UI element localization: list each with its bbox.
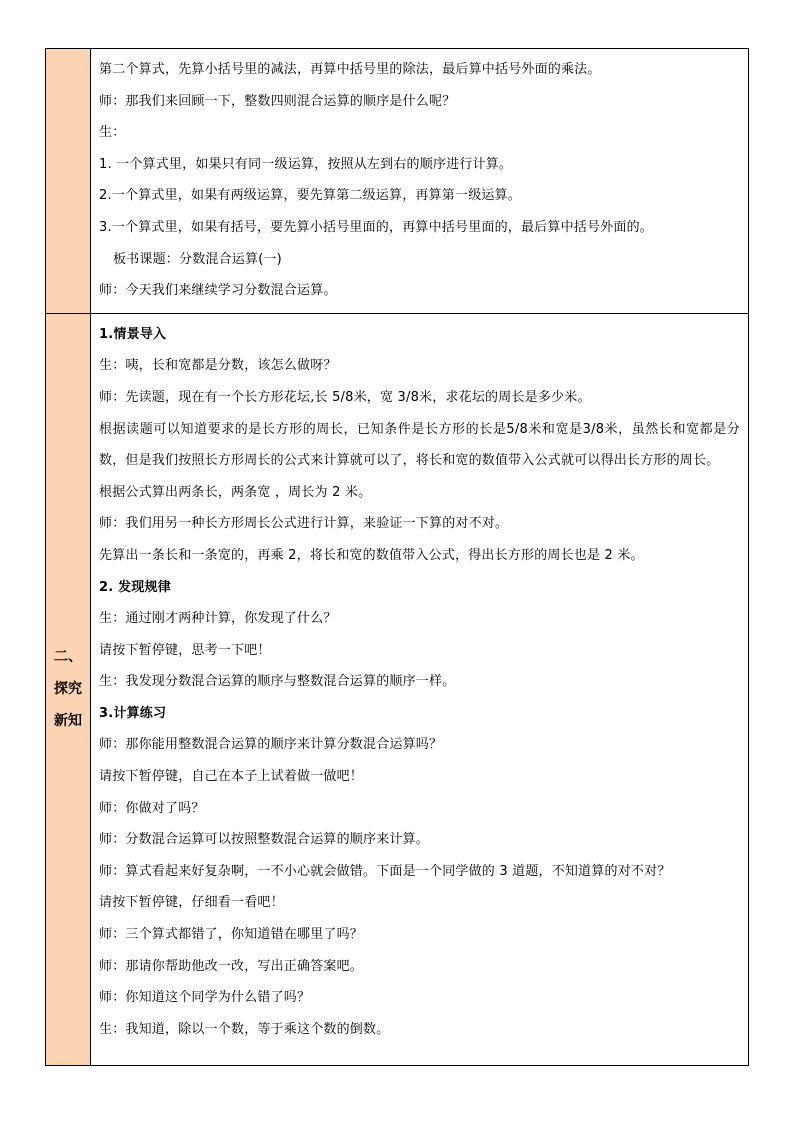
board-title-line: 板书课题：分数混合运算(一) xyxy=(113,251,282,267)
text-line: 第二个算式，先算小括号里的减法，再算中括号里的除法，最后算中括号外面的乘法。 xyxy=(99,62,601,77)
text-line: 请按下暂停键，思考一下吧！ xyxy=(99,642,271,658)
text-line: 生：我知道，除以一个数，等于乘这个数的倒数。 xyxy=(99,1021,390,1037)
section-heading: 1.情景导入 xyxy=(99,326,167,342)
text-line: 师：三个算式都错了，你知道错在哪里了吗？ xyxy=(99,927,364,943)
text-line: 根据公式算出两条长，两条宽 ，周长为 2 米。 xyxy=(99,484,372,500)
side-cell-explore xyxy=(46,313,91,1065)
text-line: 2.一个算式里，如果有两级运算，要先算第二级运算，再算第一级运算。 xyxy=(99,188,522,204)
section-label-part: 二、 xyxy=(54,649,82,666)
table-row xyxy=(46,49,749,314)
lesson-plan-table xyxy=(45,48,749,1066)
content-cell-explore xyxy=(91,313,749,1065)
section-heading: 2. 发现规律 xyxy=(99,579,171,595)
section-heading: 3.计算练习 xyxy=(99,705,167,721)
text-line: 师：算式看起来好复杂啊，一不小心就会做错。下面是一个同学做的 3 道题，不知道算的对不对？ xyxy=(99,863,671,879)
content-cell-review xyxy=(91,49,749,314)
text-line: 3.一个算式里，如果有括号，要先算小括号里面的，再算中括号里面的，最后算中括号外面的。 xyxy=(99,219,654,235)
text-line: 生：我发现分数混合运算的顺序与整数混合运算的顺序一样。 xyxy=(99,674,456,690)
section-label xyxy=(46,641,90,737)
text-line: 1. 一个算式里，如果只有同一级运算，按照从左到右的顺序进行计算。 xyxy=(99,156,513,172)
text-line: 请按下暂停键，仔细看一看吧！ xyxy=(99,895,284,911)
text-line: 请按下暂停键，自己在本子上试着做一做吧！ xyxy=(99,769,364,785)
text-paragraph: 根据读题可以知道要求的是长方形的周长，已知条件是长方形的长是5/8米和宽是3/8米，虽然长和宽都是分数，但是我们按照长方形周长的公式来计算就可以了，将长和宽的数值带入公式就可以得出长方形的周长。 xyxy=(99,421,740,469)
text-line: 生：咦，长和宽都是分数，该怎么做呀？ xyxy=(99,358,337,374)
text-line: 师：分数混合运算可以按照整数混合运算的顺序来计算。 xyxy=(99,832,430,848)
text-line: 师：你做对了吗？ xyxy=(99,800,205,816)
section-label-part: 探究 xyxy=(54,681,82,698)
text-line: 师：那你能用整数混合运算的顺序来计算分数混合运算吗？ xyxy=(99,737,443,753)
text-line: 先算出一条长和一条宽的，再乘 2，将长和宽的数值带入公式，得出长方形的周长也是 2 米。 xyxy=(99,547,644,563)
text-line: 生：通过刚才两种计算，你发现了什么？ xyxy=(99,611,337,627)
side-cell-empty xyxy=(46,49,91,314)
section-label-part: 新知 xyxy=(54,713,82,730)
text-line: 师：今天我们来继续学习分数混合运算。 xyxy=(99,283,337,299)
text-line: 师：你知道这个同学为什么错了吗？ xyxy=(99,990,311,1006)
text-line: 生： xyxy=(99,125,126,141)
text-line: 师：先读题，现在有一个长方形花坛,长 5/8米，宽 3/8米，求花坛的周长是多少米。 xyxy=(99,389,591,405)
text-line: 师：那我们来回顾一下，整数四则混合运算的顺序是什么呢？ xyxy=(99,93,456,109)
table-row xyxy=(46,313,749,1065)
text-line: 师：那请你帮助他改一改，写出正确答案吧。 xyxy=(99,958,364,974)
text-line: 师：我们用另一种长方形周长公式进行计算，来验证一下算的对不对。 xyxy=(99,516,509,532)
